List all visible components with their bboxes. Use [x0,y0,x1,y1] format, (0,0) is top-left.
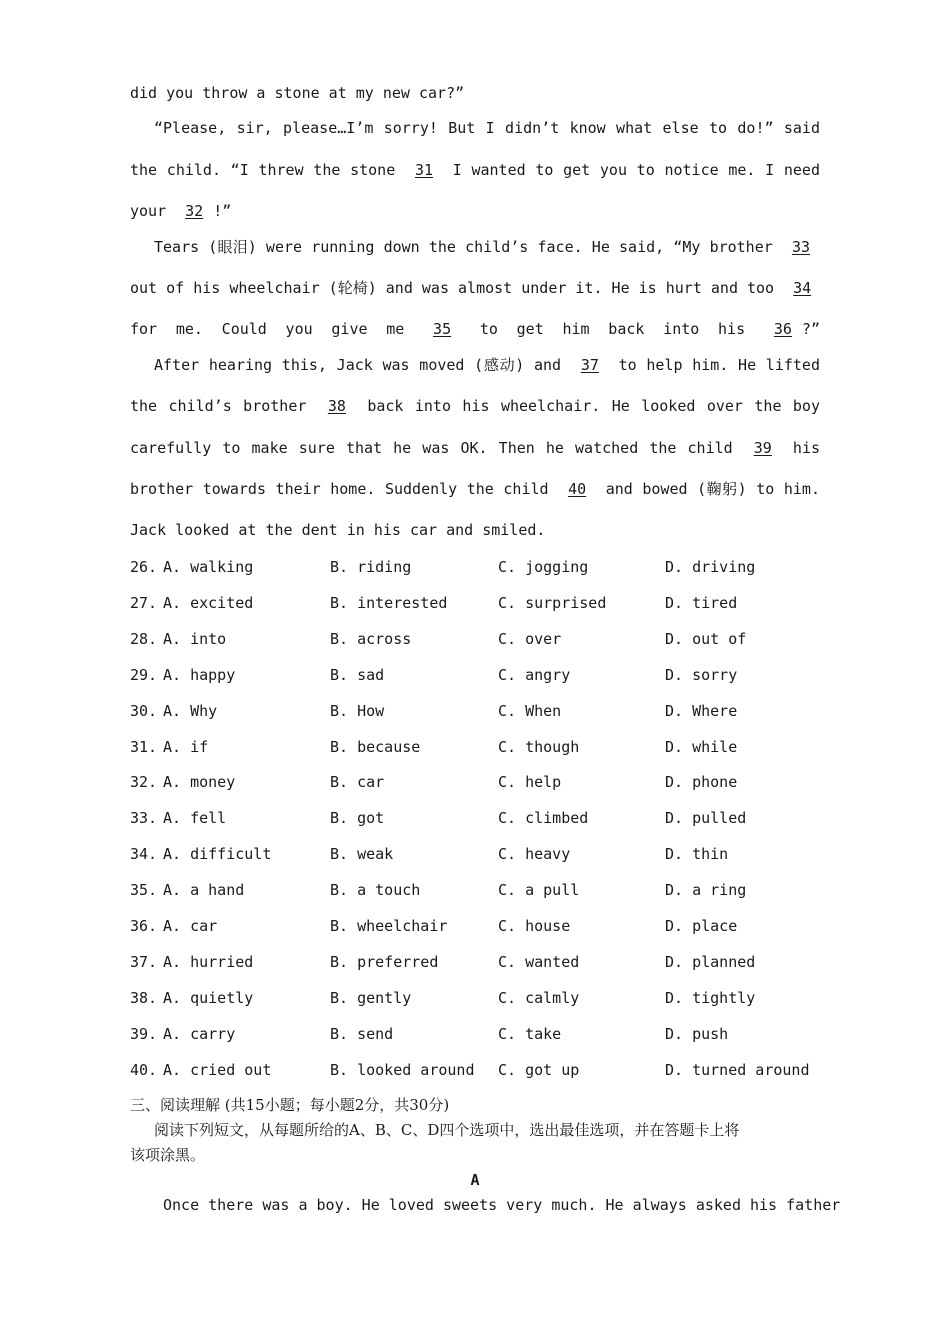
option-d: D. while [665,738,738,756]
question-number: 32. [130,773,158,791]
option-a: A. difficult [163,845,272,863]
option-a: A. car [163,917,218,935]
option-b: B. across [330,630,412,648]
option-c: C. a pull [498,881,580,899]
question-row [130,844,820,864]
passage-text: After hearing this, Jack was moved (感动) and [154,356,571,374]
question-row [130,916,820,936]
passage-line [130,278,820,298]
option-b: B. send [330,1025,394,1043]
option-c: C. jogging [498,558,589,576]
passage-text: did you throw a stone at my new car?” [130,84,465,102]
option-d: D. turned around [665,1061,810,1079]
option-b: B. sad [330,666,385,684]
option-c: C. help [498,773,562,791]
question-row [130,665,820,685]
passage-line [130,438,820,458]
blank-number: 35 [433,320,452,338]
option-d: D. out of [665,630,747,648]
passage-line [130,118,820,138]
blank-number: 31 [414,161,434,179]
question-number: 35. [130,881,158,899]
option-c: C. angry [498,666,571,684]
instruction-line-2: 该项涂黑。 [130,1146,206,1164]
option-b: B. got [330,809,385,827]
option-a: A. quietly [163,989,254,1007]
passage-text: ?” [801,320,820,338]
blank-number: 32 [185,202,204,220]
question-row [130,952,820,972]
option-c: C. over [498,630,562,648]
option-c: C. wanted [498,953,580,971]
option-c: C. got up [498,1061,580,1079]
passage-text: “Please, sir, please…I’m sorry! But I didn’t know what else to do!” said [154,119,820,137]
passage-line [130,396,820,416]
option-d: D. driving [665,558,756,576]
option-d: D. place [665,917,738,935]
option-d: D. push [665,1025,729,1043]
option-d: D. Where [665,702,738,720]
question-number: 36. [130,917,158,935]
question-number: 30. [130,702,158,720]
passage-text: the child. “I threw the stone [130,161,405,179]
passage-text: back into his wheelchair. He looked over the boy [355,397,820,415]
question-number: 31. [130,738,158,756]
passage-line [130,237,820,257]
option-a: A. money [163,773,236,791]
question-number: 26. [130,558,158,576]
passage-line [130,479,820,499]
question-number: 28. [130,630,158,648]
blank-number: 34 [793,279,812,297]
option-b: B. riding [330,558,412,576]
passage-text: !” [213,202,232,220]
question-number: 29. [130,666,158,684]
passage-text: Jack looked at the dent in his car and smiled. [130,521,546,539]
question-row [130,808,820,828]
passage-text: the child’s brother [130,397,318,415]
option-d: D. sorry [665,666,738,684]
question-number: 33. [130,809,158,827]
passage-line [130,201,820,221]
blank-number: 33 [791,238,810,256]
option-b: B. looked around [330,1061,475,1079]
option-b: B. weak [330,845,394,863]
option-c: C. take [498,1025,562,1043]
option-a: A. carry [163,1025,236,1043]
question-row [130,737,820,757]
question-row [130,629,820,649]
option-a: A. a hand [163,881,245,899]
option-d: D. pulled [665,809,747,827]
option-c: C. house [498,917,571,935]
option-d: D. planned [665,953,756,971]
option-a: A. hurried [163,953,254,971]
option-d: D. a ring [665,881,747,899]
question-row [130,593,820,613]
passage-line [130,520,820,540]
option-b: B. car [330,773,385,791]
option-b: B. How [330,702,385,720]
option-a: A. into [163,630,227,648]
question-row [130,880,820,900]
option-d: D. tightly [665,989,756,1007]
option-a: A. if [163,738,209,756]
option-a: A. fell [163,809,227,827]
option-b: B. a touch [330,881,421,899]
option-a: A. excited [163,594,254,612]
option-a: A. happy [163,666,236,684]
question-number: 38. [130,989,158,1007]
passage-text: to get him back into his [461,320,764,338]
option-b: B. wheelchair [330,917,448,935]
question-row [130,1024,820,1044]
passage-text: to help him. He lifted [608,356,820,374]
question-number: 34. [130,845,158,863]
option-a: A. cried out [163,1061,272,1079]
passage-text: his [781,439,821,457]
option-b: B. because [330,738,421,756]
passage-text: and bowed (鞠躬) to him. [596,480,820,498]
instruction-line-1: 阅读下列短文，从每题所给的A、B、C、D四个选项中，选出最佳选项，并在答题卡上将 [154,1121,740,1139]
passage-text: carefully to make sure that he was OK. Then he watched the child [130,439,744,457]
blank-number: 39 [753,439,772,457]
question-number: 27. [130,594,158,612]
question-row [130,701,820,721]
question-row [130,772,820,792]
question-number: 40. [130,1061,158,1079]
question-row [130,557,820,577]
option-d: D. tired [665,594,738,612]
passage-text: brother towards their home. Suddenly the child [130,480,559,498]
option-b: B. interested [330,594,448,612]
option-d: D. thin [665,845,729,863]
option-a: A. walking [163,558,254,576]
passage-line [130,160,820,180]
option-d: D. phone [665,773,738,791]
option-c: C. heavy [498,845,571,863]
passage-text: I wanted to get you to notice me. I need [443,161,820,179]
passage-line [130,355,820,375]
option-c: C. climbed [498,809,589,827]
option-b: B. gently [330,989,412,1007]
option-c: C. surprised [498,594,607,612]
section-heading: 三、阅读理解 (共15小题；每小题2分，共30分) [130,1096,450,1114]
passage-text: Tears (眼泪) were running down the child’s face. He said, “My brother [154,238,782,256]
question-row [130,1060,820,1080]
blank-number: 40 [568,480,587,498]
blank-number: 37 [580,356,599,374]
option-c: C. When [498,702,562,720]
option-c: C. calmly [498,989,580,1007]
blank-number: 38 [327,397,346,415]
question-row [130,988,820,1008]
option-b: B. preferred [330,953,439,971]
passage-text: out of his wheelchair (轮椅) and was almost under it. He is hurt and too [130,279,784,297]
passage-label: A [470,1171,480,1189]
blank-number: 36 [773,320,792,338]
passage-first-line: Once there was a boy. He loved sweets very much. He always asked his father [163,1196,841,1214]
question-number: 37. [130,953,158,971]
question-number: 39. [130,1025,158,1043]
passage-line [130,319,820,339]
option-a: A. Why [163,702,218,720]
passage-text: your [130,202,176,220]
passage-text: for me. Could you give me [130,320,424,338]
option-c: C. though [498,738,580,756]
passage-line [130,83,820,103]
